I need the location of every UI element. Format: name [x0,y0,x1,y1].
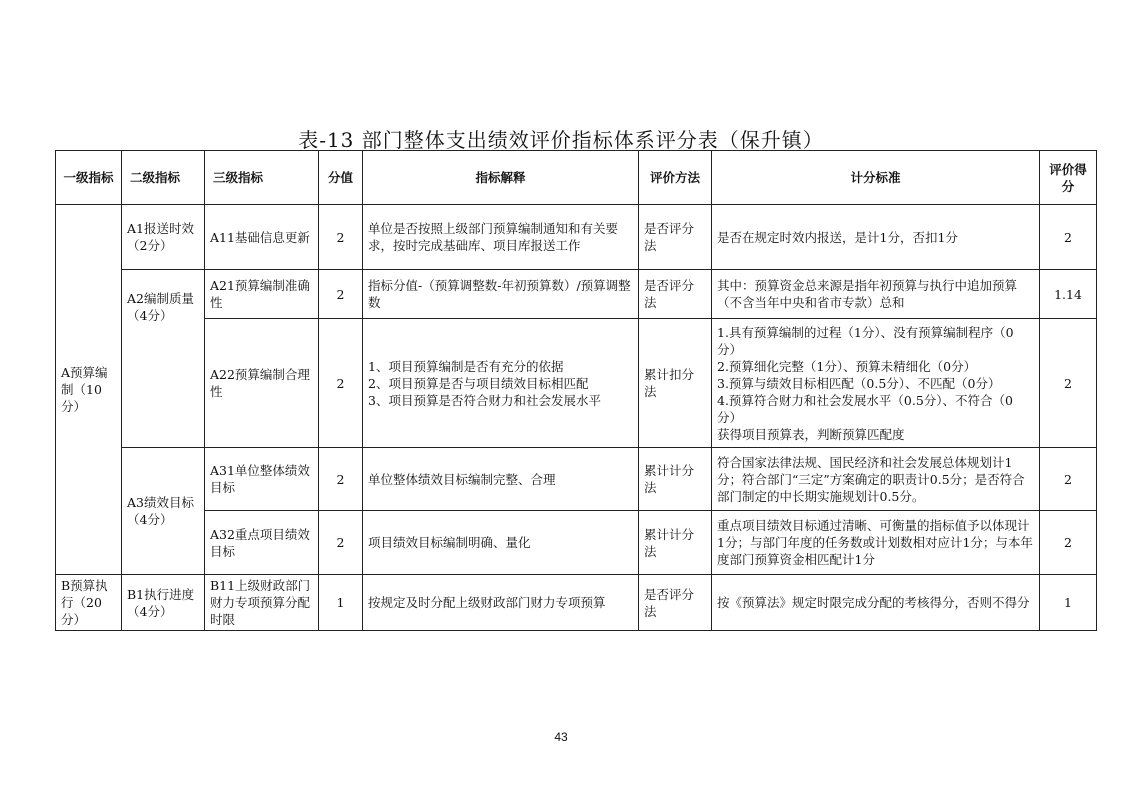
evaluation-table [55,150,1097,631]
cell-l3: A31单位整体绩效目标 [205,448,319,511]
cell-score: 2 [319,319,363,448]
cell-criteria: 符合国家法律法规、国民经济和社会发展总体规划计1分；符合部门“三定”方案确定的职责计0.5分；是否符合部门制定的中长期实施规划计0.5分。 [712,448,1040,511]
cell-method: 累计计分法 [639,448,712,511]
cell-l3: A21预算编制准确性 [205,270,319,319]
cell-result: 2 [1040,511,1097,575]
cell-criteria: 按《预算法》规定时限完成分配的考核得分，否则不得分 [712,575,1040,631]
table-row [56,448,1097,511]
cell-result: 1.14 [1040,270,1097,319]
cell-method: 是否评分法 [639,575,712,631]
cell-criteria: 1.具有预算编制的过程（1分）、没有预算编制程序（0分） 2.预算细化完整（1分）、预算未精细化（0分） 3.预算与绩效目标相匹配（0.5分）、不匹配（0分） 4.预算符合财力和社会发展水平（0.5分）、不符合（0分） 获得项目预算表，判断预算匹配度 [712,319,1040,448]
page-number: 43 [554,730,568,744]
header-row [56,151,1097,205]
cell-l2: A1报送时效（2分） [122,205,205,270]
table-row [56,575,1097,631]
header-method: 评价方法 [639,151,712,205]
table-row [56,511,1097,575]
cell-result: 2 [1040,205,1097,270]
cell-l3: A11基础信息更新 [205,205,319,270]
cell-method: 累计扣分法 [639,319,712,448]
cell-l2: A3绩效目标（4分） [122,448,205,575]
cell-result: 2 [1040,448,1097,511]
cell-result: 1 [1040,575,1097,631]
table-row [56,270,1097,319]
cell-l2: B1执行进度（4分） [122,575,205,631]
cell-criteria: 是否在规定时效内报送，是计1分，否扣1分 [712,205,1040,270]
cell-method: 累计计分法 [639,511,712,575]
cell-score: 2 [319,205,363,270]
header-explain: 指标解释 [363,151,639,205]
cell-score: 2 [319,511,363,575]
table-title: 表-13 部门整体支出绩效评价指标体系评分表（保升镇） [298,128,824,152]
cell-result: 2 [1040,319,1097,448]
cell-explain: 指标分值-（预算调整数-年初预算数）/预算调整数 [363,270,639,319]
header-score: 分值 [319,151,363,205]
cell-l1: A预算编制（10分） [56,205,122,575]
cell-score: 2 [319,448,363,511]
cell-score: 1 [319,575,363,631]
table-row [56,205,1097,270]
table-row [56,319,1097,448]
cell-explain: 项目绩效目标编制明确、量化 [363,511,639,575]
cell-explain: 单位是否按照上级部门预算编制通知和有关要求，按时完成基础库、项目库报送工作 [363,205,639,270]
cell-method: 是否评分法 [639,205,712,270]
cell-l3: A32重点项目绩效目标 [205,511,319,575]
header-criteria: 计分标准 [712,151,1040,205]
header-l1: 一级指标 [56,151,122,205]
cell-score: 2 [319,270,363,319]
cell-explain: 单位整体绩效目标编制完整、合理 [363,448,639,511]
cell-explain: 按规定及时分配上级财政部门财力专项预算 [363,575,639,631]
cell-criteria: 其中：预算资金总来源是指年初预算与执行中追加预算（不含当年中央和省市专款）总和 [712,270,1040,319]
header-result: 评价得分 [1040,151,1097,205]
header-l3: 三级指标 [205,151,319,205]
cell-explain: 1、项目预算编制是否有充分的依据 2、项目预算是否与项目绩效目标相匹配 3、项目预算是否符合财力和社会发展水平 [363,319,639,448]
cell-l3: A22预算编制合理性 [205,319,319,448]
cell-l1: B预算执行（20分） [56,575,122,631]
cell-criteria: 重点项目绩效目标通过清晰、可衡量的指标值予以体现计1分；与部门年度的任务数或计划数相对应计1分；与本年度部门预算资金相匹配计1分 [712,511,1040,575]
cell-l3: B11上级财政部门财力专项预算分配时限 [205,575,319,631]
header-l2: 二级指标 [122,151,205,205]
cell-method: 是否评分法 [639,270,712,319]
cell-l2: A2编制质量（4分） [122,270,205,448]
